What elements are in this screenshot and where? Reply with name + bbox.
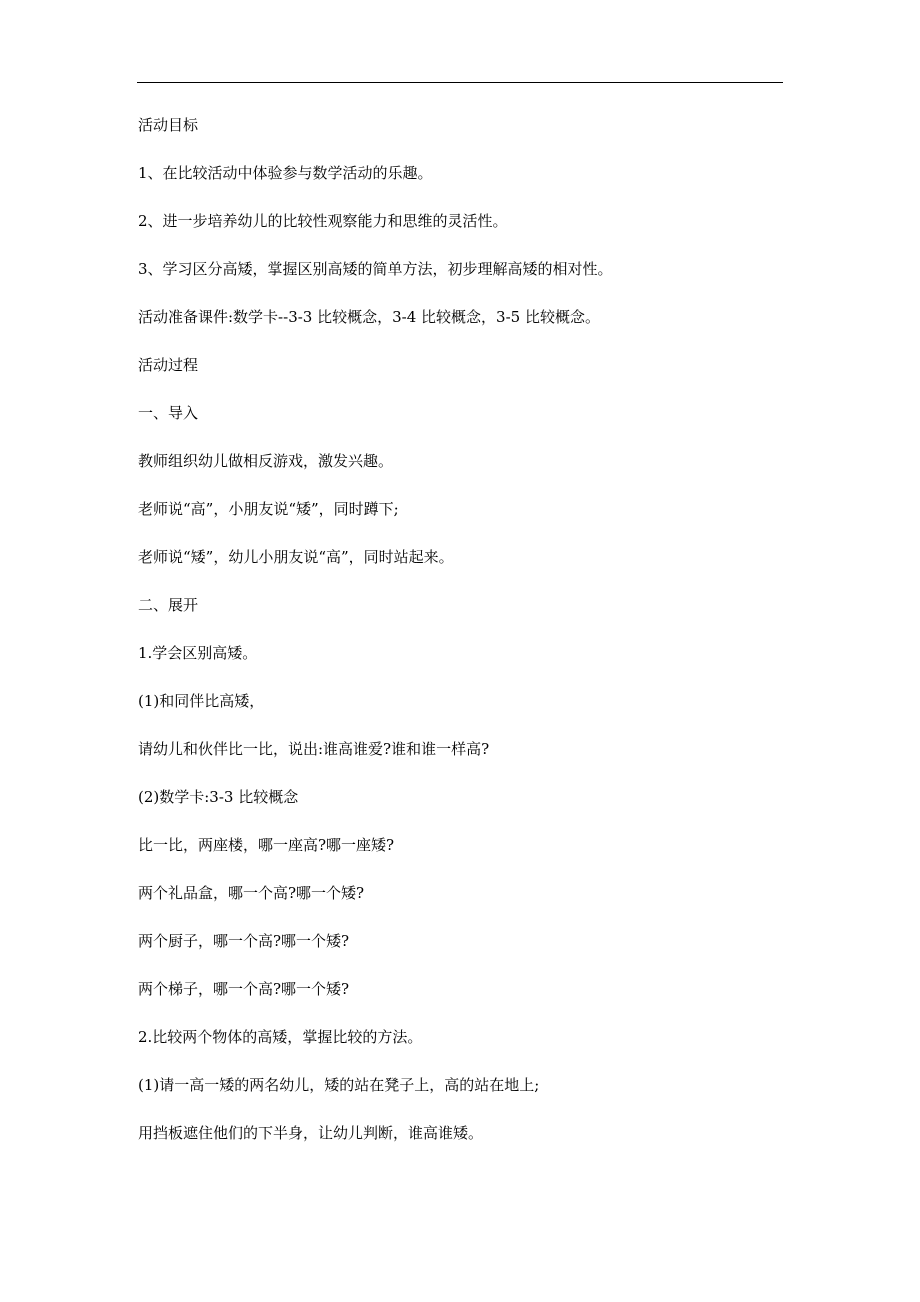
goal-item-2: 2、进一步培养幼儿的比较性观察能力和思维的灵活性。 bbox=[138, 212, 508, 230]
subheading-expansion: 二、展开 bbox=[138, 596, 199, 614]
sub-step-1: (1)请一高一矮的两名幼儿，矮的站在凳子上，高的站在地上; bbox=[138, 1076, 540, 1094]
goal-item-1: 1、在比较活动中体验参与数学活动的乐趣。 bbox=[138, 164, 433, 182]
activity-preparation: 活动准备课件:数学卡--3-3 比较概念，3-4 比较概念，3-5 比较概念。 bbox=[138, 308, 600, 326]
section-heading-activity-process: 活动过程 bbox=[138, 356, 199, 374]
paragraph: 教师组织幼儿做相反游戏，激发兴趣。 bbox=[138, 452, 394, 470]
document-body bbox=[138, 104, 778, 1160]
paragraph: 用挡板遮住他们的下半身，让幼儿判断，谁高谁矮。 bbox=[138, 1124, 484, 1142]
step-heading-1: 1.学会区别高矮。 bbox=[138, 644, 258, 662]
paragraph: 比一比，两座楼，哪一座高?哪一座矮? bbox=[138, 836, 395, 854]
paragraph: 老师说“高”，小朋友说“矮”，同时蹲下; bbox=[138, 500, 399, 518]
section-heading-activity-goals: 活动目标 bbox=[138, 116, 199, 134]
sub-step-2: (2)数学卡:3-3 比较概念 bbox=[138, 788, 299, 806]
subheading-introduction: 一、导入 bbox=[138, 404, 199, 422]
sub-step-1: (1)和同伴比高矮， bbox=[138, 692, 265, 710]
header-rule bbox=[137, 82, 783, 83]
step-heading-2: 2.比较两个物体的高矮，掌握比较的方法。 bbox=[138, 1028, 423, 1046]
paragraph: 老师说“矮”，幼儿小朋友说“高”，同时站起来。 bbox=[138, 548, 454, 566]
paragraph: 两个礼品盒，哪一个高?哪一个矮? bbox=[138, 884, 365, 902]
goal-item-3: 3、学习区分高矮，掌握区别高矮的简单方法，初步理解高矮的相对性。 bbox=[138, 260, 613, 278]
paragraph: 两个梯子，哪一个高?哪一个矮? bbox=[138, 980, 350, 998]
paragraph: 请幼儿和伙伴比一比，说出:谁高谁爱?谁和谁一样高? bbox=[138, 740, 490, 758]
paragraph: 两个厨子，哪一个高?哪一个矮? bbox=[138, 932, 350, 950]
